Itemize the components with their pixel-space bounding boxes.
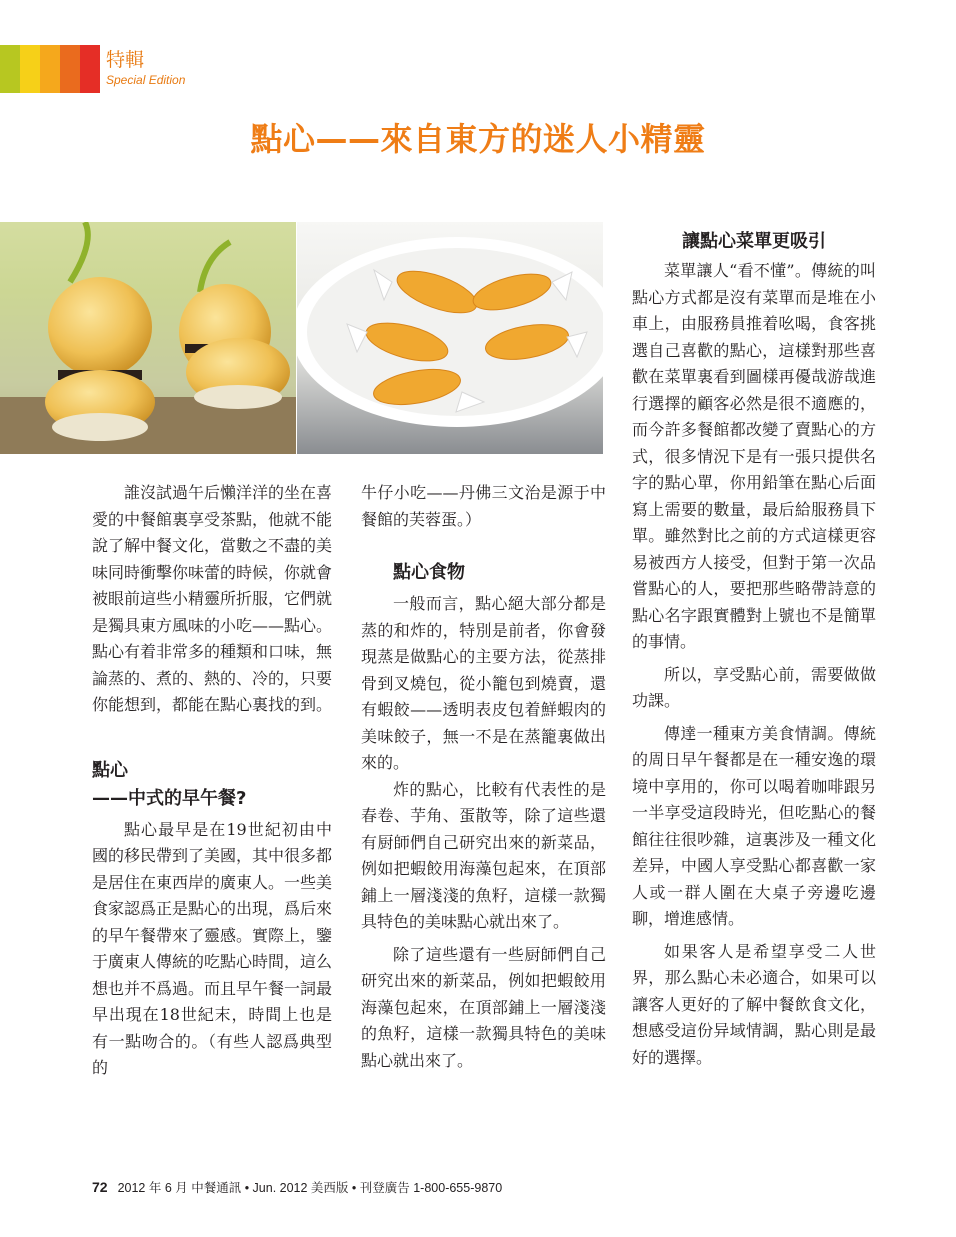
menu-paragraph-1: 菜單讓人“看不懂”。傳統的叫點心方式都是沒有菜單而是堆在小車上，由服務員推着吆喝，食客挑選自己喜歡的點心，這樣對那些喜歡在菜單裏看到圖樣再優哉游哉進行選擇的顧客必然是很不適應的，而今許多餐館都改變了賣點心的方式，很多情況下是有一張只提供名字的點心單，你用鉛筆在點心后面寫上需要的數量，最后給服務員下單。雖然對比之前的方式這樣更容易被西方人接受，但對于第一次品嘗點心的人，要把那些略帶詩意的點心名字跟實體對上號也不是簡單的事情。 xyxy=(632,261,876,651)
stripe-4 xyxy=(60,45,80,93)
article-column-3 xyxy=(632,228,876,1071)
article-title: 點心——來自東方的迷人小精靈 xyxy=(250,120,706,158)
page-footer xyxy=(92,1178,502,1196)
continued-paragraph: 牛仔小吃——丹佛三文治是源于中餐館的芙蓉蛋。） xyxy=(361,483,606,529)
history-paragraph: 點心最早是在19世紀初由中國的移民帶到了美國，其中很多都是居住在東西岸的廣東人。一些美食家認爲正是點心的出現，爲后來的早午餐帶來了靈感。實際上，鑒于廣東人傳統的吃點心時間，這么想也并不爲過。而且早午餐一詞最早出現在18世紀末，時間上也是有一點吻合的。（有些人認爲典型的 xyxy=(92,819,333,1077)
section-label-en: Special Edition xyxy=(106,73,186,87)
menu-paragraph-4: 如果客人是希望享受二人世界，那么點心未必適合，如果可以讓客人更好的了解中餐飲食文化，想感受這份异域情調，點心則是最好的選擇。 xyxy=(632,941,876,1067)
dumpling-photo-left xyxy=(0,222,296,454)
food-paragraph-1: 一般而言，點心絕大部分都是蒸的和炸的，特別是前者，你會發現蒸是做點心的主要方法，從蒸排骨到叉燒包，從小籠包到燒賣，還有蝦餃——透明表皮包着鮮蝦肉的美味餃子，無一不是在蒸籠裏做出來的。 xyxy=(361,594,606,772)
intro-paragraph: 誰沒試過午后懶洋洋的坐在喜愛的中餐館裏享受茶點，他就不能說了解中餐文化，當數之不盡的美味同時衝擊你味蕾的時候，你就會被眼前這些小精靈所折服，它們就是獨具東方風味的小吃——點心。點心有着非常多的種類和口味，無論蒸的、煮的、熱的、冷的，只要你能想到，都能在點心裏找的到。 xyxy=(92,483,333,714)
dumpling-photo-right xyxy=(297,222,603,454)
section-heading-brunch: ——中式的早午餐? xyxy=(92,787,247,809)
section-heading-dimsum: 點心 xyxy=(92,759,128,781)
section-heading-menu: 讓點心菜單更吸引 xyxy=(682,231,826,252)
stripe-1 xyxy=(0,45,20,93)
page-number: 72 xyxy=(92,1179,108,1195)
stripe-2 xyxy=(20,45,40,93)
food-paragraph-2: 炸的點心，比較有代表性的是春卷、芋角、蛋散等，除了這些還有厨師們自己研究出來的新菜品，例如把蝦餃用海藻包起來，在頂部鋪上一層淺淺的魚籽，這樣一款獨具特色的美味點心就出來了。 xyxy=(361,779,606,931)
food-paragraph-3: 除了這些還有一些厨師們自己研究出來的新菜品，例如把蝦餃用海藻包起來，在頂部鋪上一層淺淺的魚籽，這樣一款獨具特色的美味點心就出來了。 xyxy=(361,944,606,1070)
stripe-5 xyxy=(80,45,100,93)
header-color-stripes xyxy=(0,45,100,93)
menu-paragraph-2: 所以，享受點心前，需要做做功課。 xyxy=(632,664,876,710)
stripe-3 xyxy=(40,45,60,93)
section-label: 特輯 xyxy=(106,49,145,71)
article-column-1 xyxy=(92,480,332,1082)
article-column-2 xyxy=(361,480,606,1074)
footer-text: 2012 年 6 月 中餐通訊 • Jun. 2012 美西版 • 刊登廣告 1-800-655-9870 xyxy=(117,1181,503,1195)
section-heading-food: 點心食物 xyxy=(393,562,465,583)
menu-paragraph-3: 傳達一種東方美食情調。傳統的周日早午餐都是在一種安逸的環境中享用的，你可以喝着咖啡跟另一半享受這段時光，但吃點心的餐館往往很吵雜，這裏涉及一種文化差异，中國人享受點心都喜歡一家人或一群人圍在大桌子旁邊吃邊聊，增進感情。 xyxy=(632,723,876,928)
